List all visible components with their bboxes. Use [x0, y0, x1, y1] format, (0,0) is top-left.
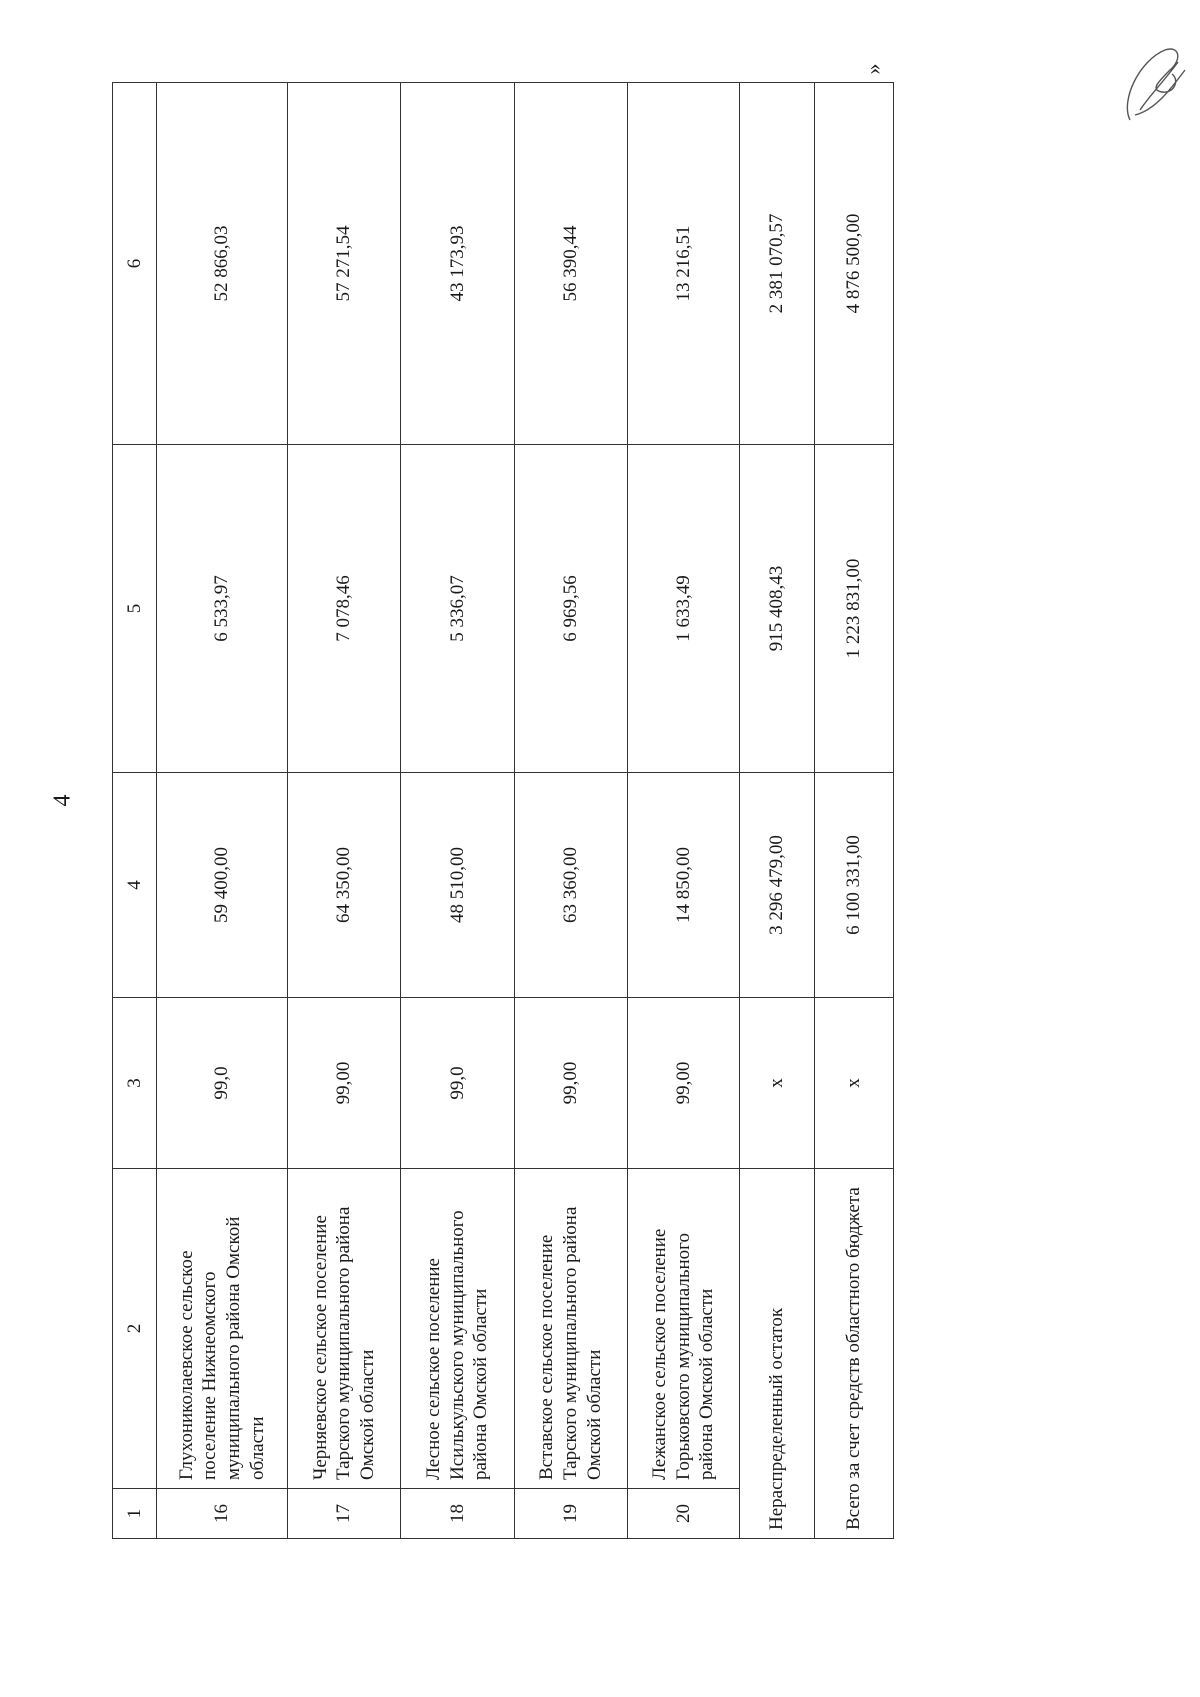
- cell-col4: 64 350,00: [287, 773, 400, 998]
- summary-cell-c6: 2 381 070,57: [739, 83, 815, 445]
- summary-cell-c3: x: [739, 998, 815, 1169]
- cell-col5: 7 078,46: [287, 445, 400, 773]
- row-number: 17: [287, 1489, 400, 1539]
- row-number: 18: [401, 1489, 514, 1539]
- settlement-name: Глухониколаевское сельское поселение Нижнеомского муниципального района Омской области: [157, 1169, 288, 1489]
- cell-col3: 99,0: [401, 998, 514, 1169]
- closing-quote: »: [860, 63, 886, 75]
- summary-row: [815, 83, 894, 1539]
- summary-cell-c4: 6 100 331,00: [815, 773, 894, 998]
- budget-distribution-table: [112, 82, 894, 1539]
- cell-col6: 52 866,03: [157, 83, 288, 445]
- cell-col5: 6 533,97: [157, 445, 288, 773]
- header-row: [113, 83, 157, 1539]
- settlement-name: Черняевское сельское поселение Тарского муниципального района Омской области: [287, 1169, 400, 1489]
- column-header: 5: [113, 445, 157, 773]
- table-row: [514, 83, 627, 1539]
- table-row: [401, 83, 514, 1539]
- handwritten-signature: [1110, 40, 1190, 130]
- table-row: [287, 83, 400, 1539]
- rotated-table-wrapper: [112, 83, 894, 1539]
- row-number: 16: [157, 1489, 288, 1539]
- table-row: [628, 83, 739, 1539]
- cell-col5: 1 633,49: [628, 445, 739, 773]
- summary-label: Всего за счет средств областного бюджета: [815, 1169, 894, 1539]
- cell-col3: 99,00: [628, 998, 739, 1169]
- summary-cell-c3: x: [815, 998, 894, 1169]
- cell-col6: 43 173,93: [401, 83, 514, 445]
- cell-col5: 6 969,56: [514, 445, 627, 773]
- column-header: 4: [113, 773, 157, 998]
- settlement-name: Вставское сельское поселение Тарского муниципального района Омской области: [514, 1169, 627, 1489]
- summary-cell-c6: 4 876 500,00: [815, 83, 894, 445]
- cell-col6: 56 390,44: [514, 83, 627, 445]
- row-number: 20: [628, 1489, 739, 1539]
- cell-col4: 48 510,00: [401, 773, 514, 998]
- table-row: [157, 83, 288, 1539]
- page-number: 4: [49, 794, 76, 807]
- cell-col4: 63 360,00: [514, 773, 627, 998]
- column-header: 6: [113, 83, 157, 445]
- cell-col3: 99,0: [157, 998, 288, 1169]
- summary-label: Нераспределенный остаток: [739, 1169, 815, 1539]
- summary-row: [739, 83, 815, 1539]
- cell-col3: 99,00: [514, 998, 627, 1169]
- summary-cell-c4: 3 296 479,00: [739, 773, 815, 998]
- summary-cell-c5: 915 408,43: [739, 445, 815, 773]
- settlement-name: Лесное сельское поселение Исилькульского муниципального района Омской области: [401, 1169, 514, 1489]
- cell-col4: 59 400,00: [157, 773, 288, 998]
- row-number: 19: [514, 1489, 627, 1539]
- cell-col4: 14 850,00: [628, 773, 739, 998]
- cell-col3: 99,00: [287, 998, 400, 1169]
- column-header: 3: [113, 998, 157, 1169]
- cell-col5: 5 336,07: [401, 445, 514, 773]
- column-header: 2: [113, 1169, 157, 1489]
- cell-col6: 57 271,54: [287, 83, 400, 445]
- column-header: 1: [113, 1489, 157, 1539]
- summary-cell-c5: 1 223 831,00: [815, 445, 894, 773]
- settlement-name: Лежанское сельское поселение Горьковского муниципального района Омской области: [628, 1169, 739, 1489]
- cell-col6: 13 216,51: [628, 83, 739, 445]
